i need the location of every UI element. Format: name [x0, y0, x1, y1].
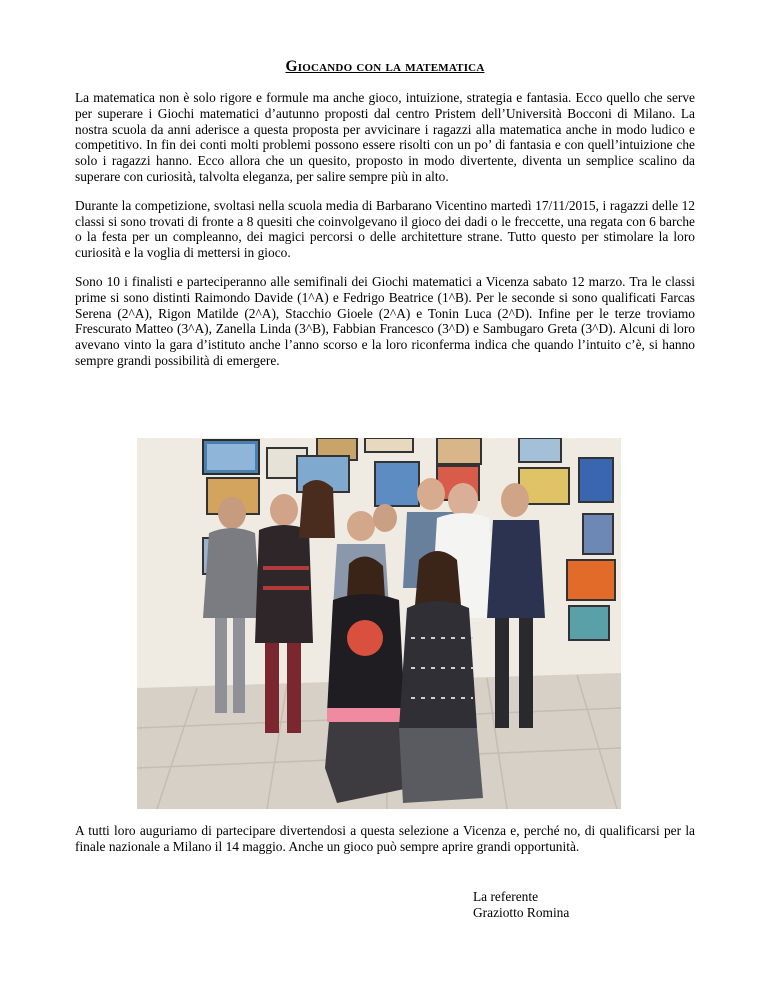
paragraph-competition: Durante la competizione, svoltasi nella scuola media di Barbarano Vicentino martedì 17/11/2015, i ragazzi delle 12 classi si sono trovati di fronte a 8 quesiti che coinvolgevano il gioco dei dadi o le freccette, una regata con 6 barche o la festa per un compleanno, dei magici percorsi o delle architetture strane. Tutto questo per stimolare la loro curiosità e la voglia di mettersi in gioco. [75, 197, 695, 261]
closing-section [75, 823, 695, 868]
signature-role: La referente [473, 889, 539, 904]
document-body [75, 58, 695, 382]
group-photo-drawing [137, 438, 621, 809]
paragraph-intro: La matematica non è solo rigore e formule ma anche gioco, intuizione, strategia e fantasia. Ecco quello che serve per superare i Giochi matematici d’autunno proposti dal centro Pristem dell’Università Bocconi di Milano. La nostra scuola da anni aderisce a questa proposta per avvicinare i ragazzi alla matematica anche in modo ludico e competitivo. In fin dei conti molti problemi possono essere risolti con un po’ di fantasia e con quell’intuizione che solo i ragazzi hanno. Ecco allora che un quesito, proposto in modo divertente, diventa un semplice scalino da superare con curiosità, talvolta eleganza, per salire sempre più in alto. [75, 90, 695, 184]
group-photo [137, 438, 621, 809]
paragraph-finalists: Sono 10 i finalisti e parteciperanno alle semifinali dei Giochi matematici a Vicenza sabato 12 marzo. Tra le classi prime si sono distinti Raimondo Davide (1^A) e Fedrigo Beatrice (1^B). Per le seconde si sono qualificati Farcas Serena (2^A), Rigon Matilde (2^A), Stacchio Gioele (2^A) e Tonin Luca (2^D). Infine per le terze troviamo Frescurato Matteo (3^A), Zanella Linda (3^B), Fabbian Francesco (3^D) e Sambugaro Greta (3^D). Alcuni di loro avevano vinto la gara d’istituto anche l’anno scorso e la loro riconferma indica che quando l’intuito c’è, si hanno sempre grandi possibilità di emergere. [75, 273, 695, 368]
signature-name: Graziotto Romina [473, 905, 570, 920]
paragraph-closing: A tutti loro auguriamo di partecipare divertendosi a questa selezione a Vicenza e, perché no, di qualificarsi per la finale nazionale a Milano il 14 maggio. Anche un gioco può sempre aprire grandi opportunità. [75, 823, 695, 854]
signature-block [473, 889, 569, 921]
document-title: Giocando con la matematica [285, 58, 485, 75]
